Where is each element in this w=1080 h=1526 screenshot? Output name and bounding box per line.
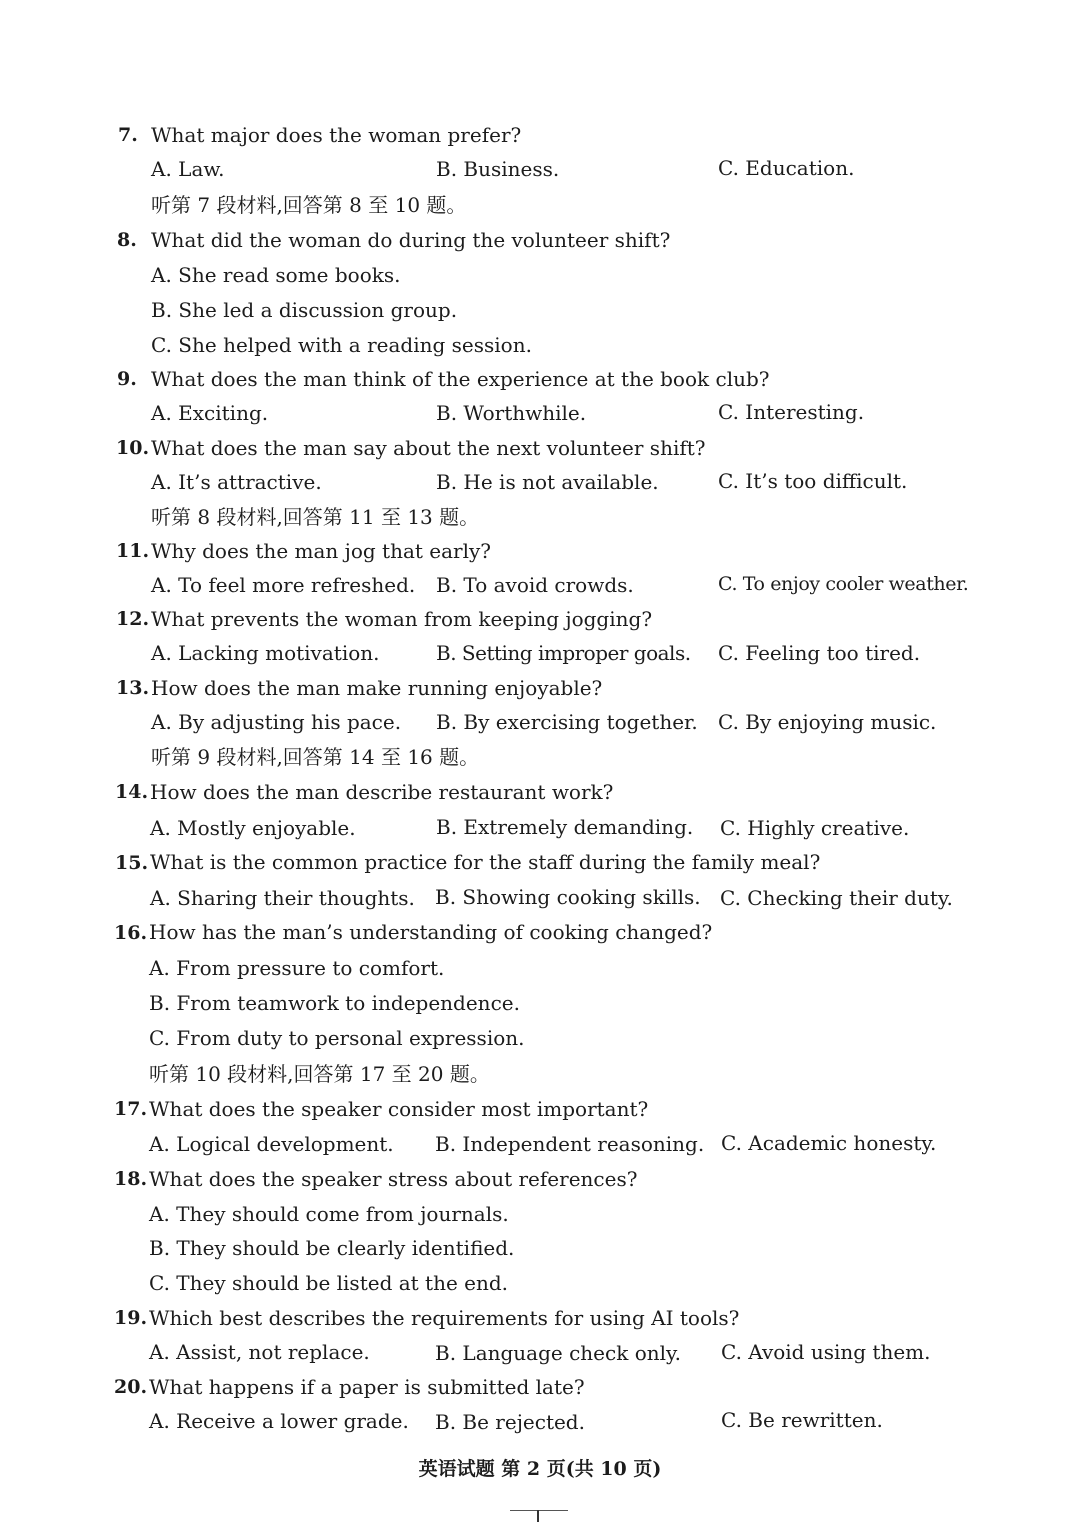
option-c: C. Avoid using them. [721,1340,931,1364]
option-c: C. Academic honesty. [721,1131,937,1155]
option-b: B. Be rejected. [435,1410,585,1434]
option-a: A. By adjusting his pace. [151,710,402,734]
option-b: B. Worthwhile. [436,401,587,425]
page-footer: 英语试题 第 2 页(共 10 页) [418,1458,662,1480]
option-c: C. Interesting. [718,400,865,424]
question-number: 15. [115,852,149,874]
option-b: B. Independent reasoning. [435,1132,705,1156]
option-c: C. By enjoying music. [718,710,937,734]
question-stem: Which best describes the requirements for using AI tools? [149,1306,740,1330]
fold-mark-stem [537,1510,539,1522]
question-number: 13. [116,677,150,699]
option-a: A. To feel more refreshed. [151,573,416,597]
question-number: 8. [117,229,137,251]
question-stem: What does the man say about the next volunteer shift? [151,436,706,460]
option-c: C. Feeling too tired. [718,641,921,665]
option-a: A. Exciting. [151,401,269,425]
option-b: B. By exercising together. [436,710,698,734]
question-stem: What does the speaker consider most important? [149,1097,649,1121]
option-a: A. Lacking motivation. [151,641,380,665]
question-stem: What does the man think of the experience at the book club? [151,367,770,391]
option-a: A. Sharing their thoughts. [150,886,415,910]
option-a: A. Receive a lower grade. [149,1409,409,1433]
option-a: A. She read some books. [151,263,401,287]
option-b: B. From teamwork to independence. [149,991,520,1015]
section-instruction: 听第 10 段材料,回答第 17 至 20 题。 [149,1062,490,1086]
option-b: B. Extremely demanding. [436,815,694,839]
question-number: 10. [116,437,150,459]
option-b: B. To avoid crowds. [436,573,634,597]
question-stem: What major does the woman prefer? [151,123,522,147]
option-a: A. It’s attractive. [151,470,322,494]
option-b: B. They should be clearly identified. [149,1236,515,1260]
question-stem: What did the woman do during the volunteer shift? [151,228,671,252]
question-number: 7. [118,124,138,146]
question-stem: How does the man make running enjoyable? [151,676,603,700]
question-stem: What prevents the woman from keeping jogging? [151,607,653,631]
question-stem: What happens if a paper is submitted late? [149,1375,585,1399]
option-a: A. They should come from journals. [149,1202,509,1226]
option-b: B. Language check only. [435,1341,682,1365]
option-b: B. She led a discussion group. [151,298,458,322]
fold-mark [510,1510,568,1511]
question-stem: What does the speaker stress about references? [149,1167,638,1191]
question-number: 16. [114,922,148,944]
option-c: C. It’s too difficult. [718,469,908,493]
question-stem: What is the common practice for the staff during the family meal? [150,850,821,874]
option-a: A. Assist, not replace. [149,1340,370,1364]
option-c: C. To enjoy cooler weather. [718,573,969,595]
option-c: C. From duty to personal expression. [149,1026,525,1050]
section-instruction: 听第 8 段材料,回答第 11 至 13 题。 [151,505,480,529]
option-a: A. Law. [151,157,225,181]
question-number: 19. [114,1307,148,1329]
question-number: 20. [114,1376,148,1398]
question-number: 17. [114,1098,148,1120]
question-stem: How does the man describe restaurant work? [150,780,614,804]
option-c: C. Checking their duty. [720,886,953,910]
option-c: C. Be rewritten. [721,1408,883,1432]
section-instruction: 听第 9 段材料,回答第 14 至 16 题。 [151,745,480,769]
option-c: C. Highly creative. [720,816,910,840]
option-b: B. Showing cooking skills. [435,885,701,909]
option-c: C. She helped with a reading session. [151,333,532,357]
section-instruction: 听第 7 段材料,回答第 8 至 10 题。 [151,193,467,217]
option-a: A. Mostly enjoyable. [150,816,356,840]
question-number: 18. [114,1168,148,1190]
option-b: B. Business. [436,157,560,181]
option-b: B. He is not available. [436,470,659,494]
option-c: C. Education. [718,156,855,180]
question-number: 14. [115,781,149,803]
option-b: B. Setting improper goals. [436,641,691,665]
question-stem: How has the man’s understanding of cooking changed? [149,920,713,944]
option-c: C. They should be listed at the end. [149,1271,509,1295]
question-number: 11. [116,540,150,562]
option-a: A. Logical development. [149,1132,394,1156]
question-number: 12. [116,608,150,630]
question-stem: Why does the man jog that early? [151,539,492,563]
question-number: 9. [117,368,137,390]
option-a: A. From pressure to comfort. [149,956,445,980]
